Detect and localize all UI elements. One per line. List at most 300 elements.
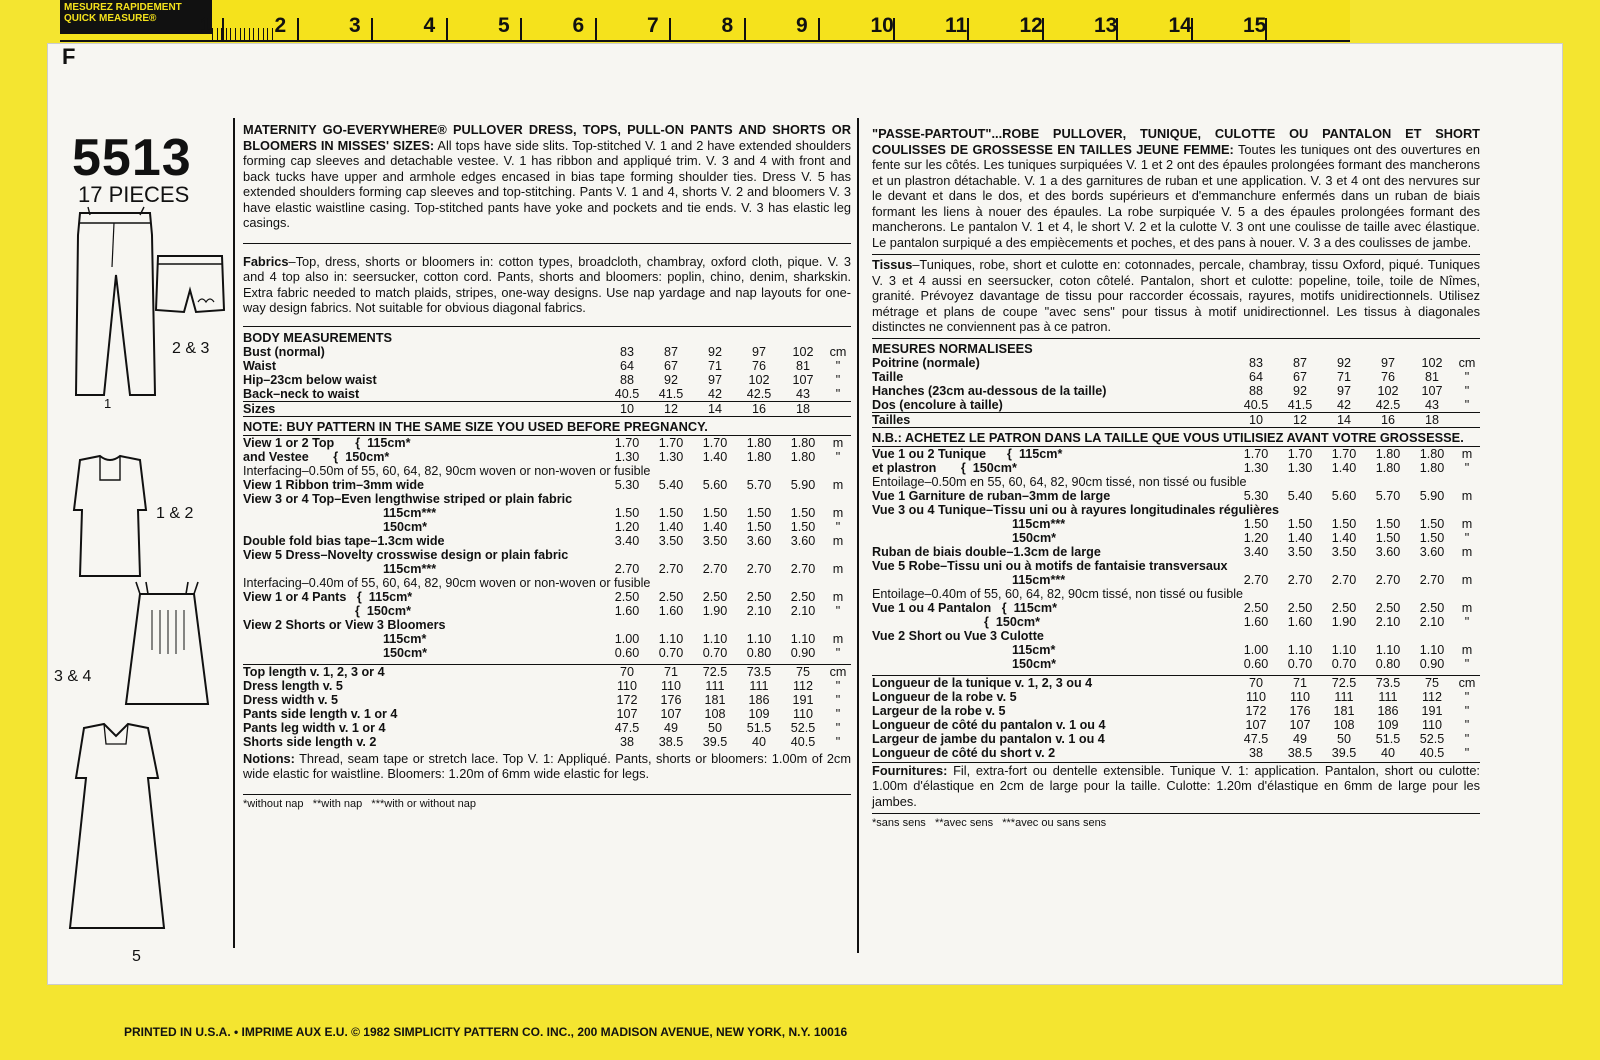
- unit-cell: ": [835, 603, 841, 618]
- english-fabrics-label: Fabrics: [243, 253, 289, 269]
- french-column: [872, 126, 1480, 832]
- table-row: [872, 657, 1480, 671]
- english-column: [243, 122, 851, 812]
- unit-cell: ": [1464, 530, 1470, 545]
- quick-measure-ruler: [60, 0, 1350, 42]
- value-cell: 2.70: [702, 561, 728, 576]
- french-notions: [872, 762, 1480, 810]
- value-cell: 5.40: [1287, 488, 1313, 503]
- value-cell: 40.5: [1243, 398, 1269, 412]
- value-cell: 1.50: [658, 505, 684, 520]
- unit-cell: m: [832, 561, 844, 576]
- pattern-number: 5513: [72, 129, 192, 187]
- table-row: [872, 413, 1480, 428]
- value-cell: 1.10: [746, 631, 772, 646]
- english-lengths-table: [243, 665, 851, 749]
- value-cell: 1.00: [1243, 642, 1269, 657]
- table-row: [872, 676, 1480, 690]
- unit-cell: ": [1464, 614, 1470, 629]
- english-notions: [243, 751, 851, 782]
- center-divider: [857, 118, 859, 953]
- row-label: Shorts side length v. 2: [243, 734, 377, 749]
- value-cell: 181: [704, 692, 726, 707]
- value-cell: 102: [1377, 384, 1399, 398]
- interfacing-note: Entoilage–0.40m of 55, 60, 64, 82, 90cm tissé, non tissé ou fusible: [872, 586, 1244, 601]
- value-cell: 172: [1245, 703, 1267, 718]
- value-cell: 88: [619, 373, 634, 387]
- value-cell: 67: [663, 359, 678, 373]
- value-cell: 1.50: [1243, 516, 1269, 531]
- value-cell: 38: [1248, 745, 1263, 760]
- row-label: Bust (normal): [243, 345, 325, 359]
- unit-cell: ": [1464, 384, 1470, 398]
- unit-cell: ": [835, 449, 841, 464]
- row-label: Dos (encolure à taille): [872, 398, 1003, 412]
- table-row: [872, 629, 1480, 643]
- corner-letter: F: [62, 44, 76, 69]
- unit-cell: ": [835, 519, 841, 534]
- unit-cell: ": [835, 692, 841, 707]
- value-cell: 2.10: [1419, 614, 1445, 629]
- value-cell: 73.5: [1375, 675, 1401, 690]
- value-cell: 81: [1424, 370, 1439, 384]
- value-cell: 110: [660, 678, 682, 693]
- value-cell: 2.70: [790, 561, 816, 576]
- row-label: Hanches (23cm au-dessous de la taille): [872, 384, 1107, 398]
- value-cell: 1.50: [790, 505, 816, 520]
- value-cell: 3.40: [614, 533, 640, 548]
- value-cell: 3.50: [1287, 544, 1313, 559]
- value-cell: 92: [1336, 356, 1351, 370]
- row-label: View 1 or 4 Pants { 115cm*: [243, 589, 413, 604]
- value-cell: 18: [1424, 413, 1439, 427]
- value-cell: 1.30: [614, 449, 640, 464]
- interfacing-note: Interfacing–0.50m of 55, 60, 64, 82, 90cm woven or non-woven or fusible: [243, 463, 651, 478]
- french-fabrics-text: –Tuniques, robe, short et culotte en: cotonnades, percale, chambray, tissu Oxford, piqué. Tuniques V. 3 et 4 aussi en seersucker, coton côtelé. Pantalon, short et culotte: popeline, toile, toile de Nîmes, granité. Prévoyez davantage de tissu pour raccorder écossais, rayures, motifs unidirectionnels. Utilisez métrage et plans de coupe "avec sens" pour tissus à motif unidirectionnel. Les tissus à diagonales distinctes ne conviennent pas à ce patron.: [872, 257, 1480, 334]
- value-cell: 42.5: [746, 387, 772, 401]
- english-yardage-chart: [243, 435, 851, 660]
- value-cell: 1.50: [614, 505, 640, 520]
- value-cell: 181: [1333, 703, 1355, 718]
- unit-cell: ": [1464, 656, 1470, 671]
- ruler-number: 1: [200, 14, 212, 37]
- row-label: Double fold bias tape–1.3cm wide: [243, 533, 445, 548]
- row-label: View 1 or 2 Top { 115cm*: [243, 435, 411, 450]
- french-notions-label: Fournitures:: [872, 762, 948, 778]
- value-cell: 0.70: [1331, 656, 1357, 671]
- unit-cell: ": [835, 387, 841, 401]
- ruler-tick: [371, 18, 373, 40]
- unit-cell: cm: [829, 345, 847, 359]
- value-cell: 107: [616, 706, 638, 721]
- value-cell: 47.5: [1243, 731, 1269, 746]
- unit-cell: ": [835, 734, 841, 749]
- ruler-label-en: QUICK MEASURE®: [64, 13, 157, 24]
- value-cell: 176: [1289, 703, 1311, 718]
- table-row: [872, 489, 1480, 503]
- unit-cell: m: [832, 631, 844, 646]
- value-cell: 3.60: [1375, 544, 1401, 559]
- value-cell: 12: [1292, 413, 1307, 427]
- value-cell: 1.40: [1331, 530, 1357, 545]
- table-row: [243, 534, 851, 548]
- value-cell: 1.10: [1419, 642, 1445, 657]
- value-cell: 1.80: [746, 435, 772, 450]
- value-cell: 1.50: [1375, 530, 1401, 545]
- interfacing-note: Interfacing–0.40m of 55, 60, 64, 82, 90cm woven or non-woven or fusible: [243, 575, 651, 590]
- unit-cell: ": [835, 373, 841, 387]
- value-cell: 3.60: [1419, 544, 1445, 559]
- table-row: [243, 679, 851, 693]
- value-cell: 5.40: [658, 477, 684, 492]
- value-cell: 0.60: [1243, 656, 1269, 671]
- value-cell: 38: [619, 734, 634, 749]
- english-yardage: [243, 326, 851, 782]
- english-notions-label: Notions:: [243, 750, 295, 766]
- table-row: [243, 618, 851, 632]
- value-cell: 0.70: [702, 645, 728, 660]
- table-row: [243, 548, 851, 562]
- ruler-tick: [669, 18, 671, 40]
- french-fabrics: [872, 254, 1480, 335]
- value-cell: 1.90: [702, 603, 728, 618]
- value-cell: 0.60: [614, 645, 640, 660]
- shorts-sketch: [150, 250, 230, 320]
- value-cell: 52.5: [790, 720, 816, 735]
- ruler-number: 12: [1019, 14, 1043, 37]
- value-cell: 1.40: [1331, 460, 1357, 475]
- french-body-table: [872, 356, 1480, 412]
- value-cell: 172: [616, 692, 638, 707]
- value-cell: 71: [663, 664, 678, 679]
- table-row: [243, 576, 851, 590]
- row-label: Dress width v. 5: [243, 692, 338, 707]
- unit-cell: ": [835, 678, 841, 693]
- table-row: [243, 387, 851, 401]
- value-cell: 64: [619, 359, 634, 373]
- section-label: View 3 or 4 Top–Even lengthwise striped or plain fabric: [243, 491, 573, 506]
- row-label: { 150cm*: [243, 603, 411, 618]
- value-cell: 2.70: [658, 561, 684, 576]
- value-cell: 0.90: [1419, 656, 1445, 671]
- value-cell: 40.5: [614, 387, 640, 401]
- ruler-number: 6: [572, 14, 585, 37]
- pattern-pieces: 17 PIECES: [78, 182, 190, 207]
- ruler-tick: [967, 18, 969, 40]
- value-cell: 2.10: [746, 603, 772, 618]
- unit-cell: ": [1464, 745, 1470, 760]
- value-cell: 16: [1380, 413, 1395, 427]
- table-row: [243, 464, 851, 478]
- value-cell: 71: [1292, 675, 1307, 690]
- value-cell: 111: [1378, 689, 1398, 704]
- english-fabrics-text: –Top, dress, shorts or bloomers in: cotton types, broadcloth, chambray, oxford cloth, pique. V. 3 and 4 top also in: seersucker, cotton cord. Pants, shorts and bloomers: poplin, chino, denim, sharkskin. Extra fabric needed to match plaids, stripes, one-way designs. Use nap yardage and nap layouts for one-way design fabrics. Not suitable for obvious diagonal fabrics.: [243, 253, 851, 315]
- ruler-tick: [520, 18, 522, 40]
- value-cell: 2.50: [790, 589, 816, 604]
- table-row: [872, 356, 1480, 370]
- value-cell: 40.5: [790, 734, 816, 749]
- unit-cell: ": [1464, 703, 1470, 718]
- value-cell: 1.70: [702, 435, 728, 450]
- row-label: Back–neck to waist: [243, 387, 360, 401]
- value-cell: 2.50: [1243, 600, 1269, 615]
- unit-cell: m: [832, 505, 844, 520]
- unit-cell: m: [1461, 544, 1473, 559]
- value-cell: 67: [1292, 370, 1307, 384]
- value-cell: 71: [707, 359, 722, 373]
- value-cell: 2.70: [1331, 572, 1357, 587]
- value-cell: 47.5: [614, 720, 640, 735]
- value-cell: 72.5: [1331, 675, 1357, 690]
- value-cell: 107: [660, 706, 682, 721]
- table-row: [872, 531, 1480, 545]
- value-cell: 5.30: [1243, 488, 1269, 503]
- label-view-2-3: 2 & 3: [172, 340, 210, 357]
- value-cell: 43: [795, 387, 810, 401]
- section-label: Vue 3 ou 4 Tunique–Tissu uni ou à rayures longitudinales régulières: [872, 502, 1280, 517]
- section-label: View 2 Shorts or View 3 Bloomers: [243, 617, 446, 632]
- value-cell: 102: [792, 345, 814, 359]
- ruler-tick: [744, 18, 746, 40]
- value-cell: 1.90: [1331, 614, 1357, 629]
- value-cell: 92: [1292, 384, 1307, 398]
- value-cell: 1.50: [746, 505, 772, 520]
- unit-cell: m: [832, 589, 844, 604]
- unit-cell: ": [1464, 689, 1470, 704]
- ruler-number: 8: [721, 14, 734, 37]
- interfacing-note: Entoilage–0.50m en 55, 60, 64, 82, 90cm tissé, non tissé ou fusible: [872, 474, 1247, 489]
- value-cell: 1.80: [1419, 446, 1445, 461]
- row-label: et plastron { 150cm*: [872, 460, 1017, 475]
- value-cell: 1.30: [1287, 460, 1313, 475]
- row-label: 115cm*: [243, 631, 427, 646]
- row-label: Longueur de la tunique v. 1, 2, 3 ou 4: [872, 675, 1093, 690]
- value-cell: 1.80: [746, 449, 772, 464]
- value-cell: 1.50: [1287, 516, 1313, 531]
- table-row: [872, 587, 1480, 601]
- english-title: MATERNITY GO-EVERYWHERE® PULLOVER DRESS, TOPS, PULL-ON PANTS AND SHORTS OR BLOOMERS IN MISSES' SIZES:: [243, 122, 851, 153]
- table-row: [872, 732, 1480, 746]
- french-yardage-table: [872, 447, 1480, 671]
- unit-cell: cm: [1458, 356, 1476, 370]
- unit-cell: m: [1461, 642, 1473, 657]
- row-label: Pants side length v. 1 or 4: [243, 706, 398, 721]
- table-row: [872, 384, 1480, 398]
- table-row: [872, 573, 1480, 587]
- value-cell: 109: [1377, 717, 1399, 732]
- value-cell: 1.40: [1287, 530, 1313, 545]
- ruler-number: 2: [274, 14, 287, 37]
- french-lengths-table: [872, 676, 1480, 760]
- value-cell: 5.70: [1375, 488, 1401, 503]
- table-row: [243, 590, 851, 604]
- value-cell: 1.80: [790, 435, 816, 450]
- unit-cell: ": [1464, 731, 1470, 746]
- value-cell: 81: [795, 359, 810, 373]
- value-cell: 1.80: [1375, 446, 1401, 461]
- english-body-heading: BODY MEASUREMENTS: [243, 329, 393, 345]
- value-cell: 111: [749, 678, 769, 693]
- table-row: [243, 478, 851, 492]
- value-cell: 87: [663, 345, 678, 359]
- table-row: [872, 718, 1480, 732]
- english-fabrics: [243, 243, 851, 316]
- table-row: [243, 646, 851, 660]
- value-cell: 110: [1421, 717, 1443, 732]
- value-cell: 38.5: [658, 734, 684, 749]
- value-cell: 107: [1421, 384, 1443, 398]
- value-cell: 0.70: [1287, 656, 1313, 671]
- value-cell: 109: [748, 706, 770, 721]
- ruler-number: 11: [945, 14, 968, 37]
- value-cell: 16: [751, 402, 766, 416]
- value-cell: 3.50: [1331, 544, 1357, 559]
- row-label: Longueur de côté du pantalon v. 1 ou 4: [872, 717, 1106, 732]
- value-cell: 1.80: [1375, 460, 1401, 475]
- table-row: [243, 373, 851, 387]
- row-label: Pants leg width v. 1 or 4: [243, 720, 386, 735]
- value-cell: 2.70: [1243, 572, 1269, 587]
- ruler-minor-tick: [212, 28, 213, 40]
- value-cell: 49: [1292, 731, 1307, 746]
- value-cell: 52.5: [1419, 731, 1445, 746]
- unit-cell: [1454, 413, 1480, 428]
- row-label: 115cm*: [872, 642, 1056, 657]
- ruler-number: 9: [796, 14, 808, 37]
- value-cell: 1.20: [614, 519, 640, 534]
- english-notions-text: Thread, seam tape or stretch lace. Top V. 1: Appliqué. Pants, shorts or bloomers: 1.00m of 2cm wide elastic for waistline. Bloomers: 1.20m of 6mm wide elastic for legs.: [243, 750, 851, 781]
- value-cell: 70: [619, 664, 634, 679]
- value-cell: 92: [663, 373, 678, 387]
- unit-cell: m: [1461, 446, 1473, 461]
- table-row: [872, 475, 1480, 489]
- ruler-minor-tick: [267, 28, 268, 40]
- value-cell: 1.10: [702, 631, 728, 646]
- french-desc-text: Toutes les tuniques ont des ouvertures en fente sur les côtés. Les tuniques surpiquées V. 1 et 2 ont des épaules prolongées formant des mancherons et un plastron détachable. V. 1 a des garnitures de ruban et une application. V. 3 et 4 ont des nervures sur le devant et dans le dos, et des bords supérieurs et d'emmanchure enfermés dans un ruban de biais formant les liens à nouer des épaules. La robe surpiquée V. 5 a des épaules prolongées formant des mancherons. Le pantalon V. 1 et 4, le short V. 2 et la culotte V. 3 ont une coulisse de taille avec élastique. Le pantalon surpiqué a des empiècements et poches, et des pans à nouer. V. 3 a des coulisses de jambe.: [872, 141, 1480, 250]
- ruler-number: 5: [498, 14, 510, 37]
- value-cell: 102: [748, 373, 770, 387]
- value-cell: 14: [707, 402, 722, 416]
- ruler-minor-tick: [253, 28, 254, 40]
- ruler-minor-tick: [235, 28, 236, 40]
- value-cell: 2.50: [1287, 600, 1313, 615]
- value-cell: 1.40: [702, 449, 728, 464]
- ruler-number: 15: [1243, 14, 1267, 37]
- table-row: [243, 562, 851, 576]
- value-cell: 1.00: [614, 631, 640, 646]
- row-label: 150cm*: [243, 519, 428, 534]
- english-sizes-table: [243, 401, 851, 416]
- french-fabrics-label: Tissus: [872, 257, 913, 272]
- row-label: Hip–23cm below waist: [243, 373, 377, 387]
- table-row: [872, 517, 1480, 531]
- value-cell: 2.70: [1287, 572, 1313, 587]
- row-label: Largeur de la robe v. 5: [872, 703, 1006, 718]
- unit-cell: ": [835, 706, 841, 721]
- value-cell: 107: [792, 373, 814, 387]
- value-cell: 1.10: [1287, 642, 1313, 657]
- value-cell: 1.10: [658, 631, 684, 646]
- row-label: Waist: [243, 359, 277, 373]
- ruler-tick: [222, 18, 224, 40]
- ruler-tick: [595, 18, 597, 40]
- unit-cell: m: [1461, 600, 1473, 615]
- value-cell: 76: [1380, 370, 1395, 384]
- value-cell: 1.70: [658, 435, 684, 450]
- value-cell: 2.70: [614, 561, 640, 576]
- unit-cell: ": [1464, 717, 1470, 732]
- english-description: [243, 122, 851, 231]
- table-row: [872, 398, 1480, 412]
- value-cell: 83: [619, 345, 634, 359]
- section-label: View 5 Dress–Novelty crosswise design or plain fabric: [243, 547, 569, 562]
- value-cell: 42: [707, 387, 722, 401]
- value-cell: 1.60: [658, 603, 684, 618]
- ruler-minor-tick: [221, 28, 222, 40]
- value-cell: 112: [792, 678, 814, 693]
- row-label: Ruban de biais double–1.3cm de large: [872, 544, 1101, 559]
- french-footnote: *sans sens **avec sens ***avec ou sans sens: [872, 813, 1480, 832]
- value-cell: 3.60: [746, 533, 772, 548]
- value-cell: 5.70: [746, 477, 772, 492]
- ruler-label-fr: MESUREZ RAPIDEMENT: [64, 2, 182, 13]
- value-cell: 5.60: [1331, 488, 1357, 503]
- section-label: Vue 2 Short ou Vue 3 Culotte: [872, 628, 1044, 643]
- ruler-minor-tick: [263, 28, 264, 40]
- top-sketch-1-2: [60, 450, 160, 580]
- value-cell: 1.40: [702, 519, 728, 534]
- value-cell: 186: [1377, 703, 1399, 718]
- row-label: Longueur de la robe v. 5: [872, 689, 1017, 704]
- value-cell: 110: [1289, 689, 1311, 704]
- ruler-label: [60, 0, 212, 34]
- value-cell: 14: [1336, 413, 1351, 427]
- value-cell: 1.40: [658, 519, 684, 534]
- value-cell: 39.5: [1331, 745, 1357, 760]
- value-cell: 40.5: [1419, 745, 1445, 760]
- value-cell: 2.70: [746, 561, 772, 576]
- table-row: [243, 707, 851, 721]
- value-cell: 186: [748, 692, 770, 707]
- french-title: "PASSE-PARTOUT"...ROBE PULLOVER, TUNIQUE, CULOTTE OU PANTALON ET SHORT COULISSES DE GROSSESSE EN TAILLES JEUNE FEMME:: [872, 126, 1480, 157]
- value-cell: 50: [1336, 731, 1351, 746]
- value-cell: 38.5: [1287, 745, 1313, 760]
- value-cell: 97: [1380, 356, 1395, 370]
- ruler-minor-tick: [240, 28, 241, 40]
- value-cell: 0.80: [746, 645, 772, 660]
- value-cell: 73.5: [746, 664, 772, 679]
- value-cell: 49: [663, 720, 678, 735]
- value-cell: 107: [1245, 717, 1267, 732]
- value-cell: 1.30: [1243, 460, 1269, 475]
- unit-cell: ": [1464, 370, 1470, 384]
- value-cell: 108: [704, 706, 726, 721]
- ruler-number: 3: [349, 14, 361, 37]
- row-label: 150cm*: [872, 530, 1057, 545]
- value-cell: 1.80: [1419, 460, 1445, 475]
- value-cell: 0.70: [658, 645, 684, 660]
- value-cell: 1.20: [1243, 530, 1269, 545]
- value-cell: 1.70: [1287, 446, 1313, 461]
- value-cell: 1.70: [1243, 446, 1269, 461]
- english-note: NOTE: BUY PATTERN IN THE SAME SIZE YOU USED BEFORE PREGNANCY.: [243, 416, 851, 435]
- value-cell: 1.50: [1331, 516, 1357, 531]
- table-row: [243, 506, 851, 520]
- printed-footer: PRINTED IN U.S.A. • IMPRIME AUX E.U. © 1982 SIMPLICITY PATTERN CO. INC., 200 MADISON AVENUE, NEW YORK, N.Y. 10016: [124, 1025, 848, 1039]
- french-note: N.B.: ACHETEZ LE PATRON DANS LA TAILLE QUE VOUS UTILISIEZ AVANT VOTRE GROSSESSE.: [872, 427, 1480, 446]
- table-row: [872, 545, 1480, 559]
- row-label: Sizes: [243, 402, 276, 416]
